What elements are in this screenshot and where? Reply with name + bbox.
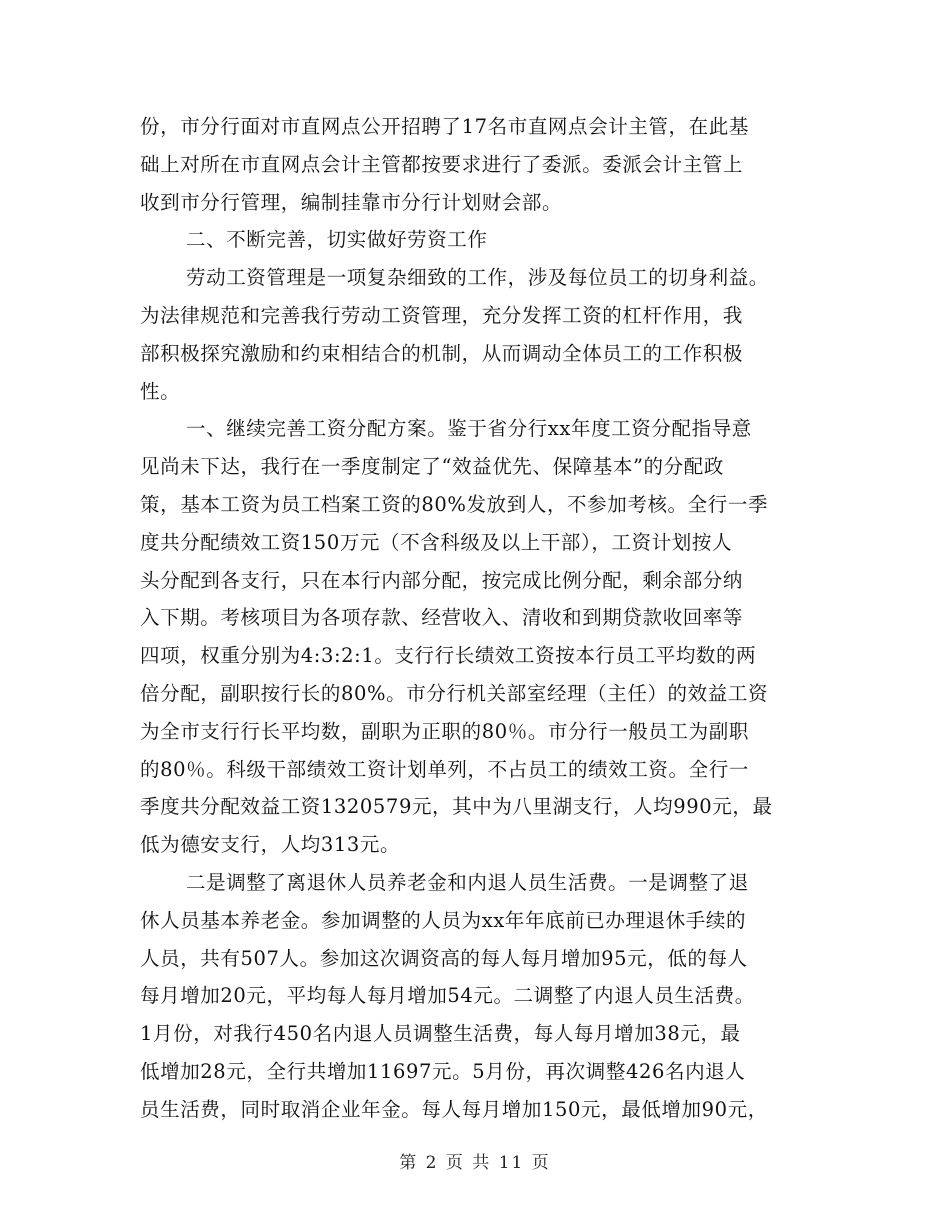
text-line: 二是调整了离退休人员养老金和内退人员生活费。一是调整了退 (186, 870, 749, 894)
text-line: 收到市分行管理，编制挂靠市分行计划财会部。 (140, 190, 563, 214)
text-line: 度共分配绩效工资150万元（不含科级及以上干部），工资计划按人 (140, 530, 733, 554)
text-line: 一、继续完善工资分配方案。鉴于省分行xx年度工资分配指导意 (186, 417, 752, 441)
text-line: 见尚未下达，我行在一季度制定了“效益优先、保障基本”的分配政 (140, 455, 724, 479)
text-line: 每月增加20元，平均每人每月增加54元。二调整了内退人员生活费。 (140, 984, 755, 1008)
text-line: 头分配到各支行，只在本行内部分配，按完成比例分配，剩余部分纳 (140, 568, 744, 592)
text-line: 劳动工资管理是一项复杂细致的工作，涉及每位员工的切身利益。 (186, 266, 769, 290)
text-line: 为全市支行行长平均数，副职为正职的80％。市分行一般员工为副职 (140, 719, 749, 743)
text-line: 低增加28元，全行共增加11697元。5月份，再次调整426名内退人 (140, 1059, 746, 1083)
text-line: 人员，共有507人。参加这次调资高的每人每月增加95元，低的每人 (140, 946, 748, 970)
text-line: 倍分配，副职按行长的80%。市分行机关部室经理（主任）的效益工资 (140, 681, 769, 705)
text-line: 性。 (140, 379, 181, 403)
text-line: 休人员基本养老金。参加调整的人员为xx年年底前已办理退休手续的 (140, 908, 747, 932)
text-line: 员生活费，同时取消企业年金。每人每月增加150元，最低增加90元， (140, 1097, 768, 1121)
text-line: 二、不断完善，切实做好劳资工作 (186, 228, 488, 252)
text-line: 础上对所在市直网点会计主管都按要求进行了委派。委派会计主管上 (140, 152, 744, 176)
text-line: 的80％。科级干部绩效工资计划单列，不占员工的绩效工资。全行一 (140, 757, 749, 781)
text-line: 四项，权重分别为4:3:2:1。支行行长绩效工资按本行员工平均数的两 (140, 644, 757, 668)
text-line: 入下期。考核项目为各项存款、经营收入、清收和到期贷款收回率等 (140, 606, 744, 630)
text-line: 部积极探究激励和约束相结合的机制，从而调动全体员工的工作积极 (140, 341, 744, 365)
text-line: 策，基本工资为员工档案工资的80%发放到人，不参加考核。全行一季 (140, 492, 769, 516)
text-line: 季度共分配效益工资1320579元，其中为八里湖支行，人均990元，最 (140, 795, 773, 819)
text-line: 低为德安支行，人均313元。 (140, 833, 401, 857)
text-line: 1月份，对我行450名内退人员调整生活费，每人每月增加38元，最 (140, 1022, 741, 1046)
text-line: 为法律规范和完善我行劳动工资管理，充分发挥工资的杠杆作用，我 (140, 303, 744, 327)
text-line: 份，市分行面对市直网点公开招聘了17名市直网点会计主管，在此基 (140, 115, 749, 138)
document-body (140, 108, 815, 1129)
page-footer: 第 2 页 共 11 页 (399, 1153, 551, 1173)
